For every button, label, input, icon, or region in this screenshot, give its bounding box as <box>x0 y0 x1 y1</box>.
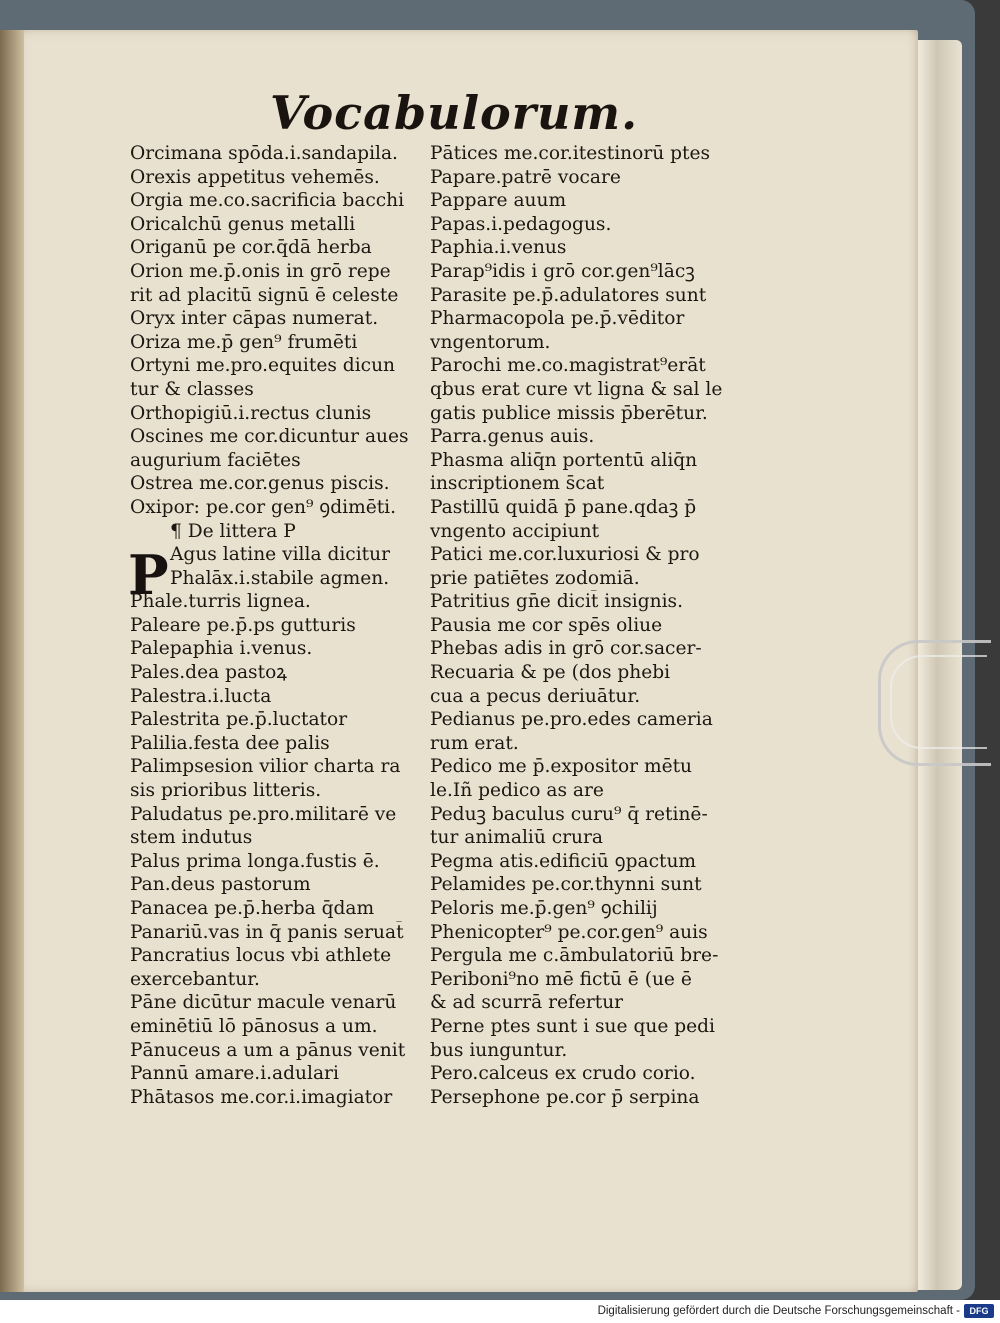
text-line: Parasite pe.p̄.adulatores sunt <box>430 284 707 306</box>
text-line: Oxipor: pe.cor gen⁹ ꝯdimēti. <box>130 496 397 518</box>
text-line: bus iunguntur. <box>430 1039 568 1061</box>
text-line: gatis publice missis p̄berētur. <box>430 402 708 424</box>
right-text-column <box>430 142 730 1109</box>
left-text-column <box>130 142 430 1109</box>
page-clip-highlight <box>890 655 987 749</box>
text-line: Pharmacopola pe.p̄.vēditor <box>430 308 685 330</box>
text-line: Phātasos me.cor.i.imagiator <box>130 1086 393 1108</box>
text-line: sis prioribus litteris. <box>130 780 322 802</box>
text-line: Oscines me cor.dicuntur aues <box>130 426 409 448</box>
text-line: Palestrita pe.p̄.luctator <box>130 709 348 731</box>
text-line: Palestra.i.lucta <box>130 685 272 707</box>
text-line: Panacea pe.p̄.herba q̄dam <box>130 898 375 919</box>
text-line: Ostrea me.cor.genus piscis. <box>130 473 390 495</box>
text-line: eminētiū lō pānosus a um. <box>130 1015 378 1037</box>
text-line: Persephone pe.cor p̄ serpina <box>430 1086 700 1108</box>
text-line: Phenicopter⁹ pe.cor.gen⁹ auis <box>430 921 708 943</box>
text-line: Pegma atis.edificiū ꝯpactum <box>430 850 697 872</box>
text-line: rum erat. <box>430 732 519 754</box>
text-line: Patici me.cor.luxuriosi & pro <box>430 544 700 566</box>
text-line: Agus latine villa dicitur <box>170 544 390 566</box>
text-line: Orexis appetitus vehemēs. <box>130 166 380 188</box>
text-line: Parra.genus auis. <box>430 426 595 448</box>
text-line: & ad scurrā refertur <box>430 992 624 1014</box>
text-line: Ortyni me.pro.equites dicun <box>130 355 396 377</box>
text-line: Orcimana spōda.i.sandapila. <box>130 143 398 164</box>
text-line: tur animaliū crura <box>430 827 603 849</box>
text-line: Paleare pe.p̄.ps gutturis <box>130 614 356 636</box>
text-line: Peloris me.p̄.gen⁹ ꝯchilij <box>430 898 658 919</box>
text-line: Orthopigiū.i.rectus clunis <box>130 402 372 424</box>
text-line: augurium faciētes <box>130 449 301 471</box>
dfg-logo: DFG <box>964 1304 994 1318</box>
text-line: Pedico me p̄.expositor mētu <box>430 756 693 778</box>
text-line: Pelamides pe.cor.thynni sunt <box>430 874 702 896</box>
text-line: Panariū.vas in q̄ panis seruat̄ <box>130 921 404 943</box>
text-line: Pausia me cor spēs oliue <box>430 614 663 636</box>
book-gutter <box>0 30 24 1292</box>
text-line: Pannū amare.i.adulari <box>130 1063 339 1085</box>
footer-bar <box>0 1300 1000 1323</box>
text-line: vngentorum. <box>430 331 551 353</box>
text-line: Phebas adis in grō cor.sacer- <box>430 638 702 660</box>
text-line: Oricalchū genus metalli <box>130 213 356 235</box>
text-line: qbus erat cure vt ligna & sal le <box>430 378 723 400</box>
text-line: Pānuceus a um a pānus venit <box>130 1039 406 1061</box>
text-line: Pastillū quidā p̄ pane.qdaꝫ p̄ <box>430 496 697 518</box>
text-line: le.Iñ pedico as are <box>430 780 604 802</box>
text-line: Papas.i.pedagogus. <box>430 213 612 235</box>
text-line: Palilia.festa dee palis <box>130 732 330 754</box>
text-line: Phalāx.i.stabile agmen. <box>170 567 390 589</box>
text-line: Pero.calceus ex crudo corio. <box>430 1063 696 1085</box>
text-line: Paphia.i.venus <box>430 237 567 259</box>
text-line: cua a pecus deriuātur. <box>430 685 641 707</box>
text-line: Pancratius locus vbi athlete <box>130 945 392 967</box>
text-line: prie patiētes zodomiā. <box>430 567 640 589</box>
text-line: inscriptionem s̄cat <box>430 473 605 495</box>
text-line: Periboni⁹no mē fictū ē (ue ē <box>430 968 692 990</box>
text-line: Orgia me.co.sacrificia bacchi <box>130 190 405 212</box>
text-line: Orion me.p̄.onis in grō repe <box>130 260 391 282</box>
text-line: Pan.deus pastorum <box>130 874 311 896</box>
text-line: Parap⁹idis i grō cor.gen⁹lācꝫ <box>430 260 695 282</box>
text-line: Recuaria & pe (dos phebi <box>430 662 671 684</box>
text-line: Pedianus pe.pro.edes cameria <box>430 709 713 731</box>
text-line: Paludatus pe.pro.militarē ve <box>130 803 397 825</box>
text-line: Pergula me c.āmbulatoriū bre- <box>430 945 719 967</box>
text-line: Patritius gn̄e dicit̄ insignis. <box>430 591 683 613</box>
text-line: Origanū pe cor.q̄dā herba <box>130 237 372 259</box>
text-line: Parochi me.co.magistrat⁹erāt <box>430 355 706 377</box>
text-line: Peduꝫ baculus curu⁹ q̄ retinē- <box>430 803 708 825</box>
text-line: Pales.dea pastoꝝ <box>130 662 288 684</box>
text-line: rit ad placitū signū ē celeste <box>130 284 399 306</box>
text-line: Oryx inter cāpas numerat. <box>130 308 379 330</box>
text-line: Papare.patrē vocare <box>430 166 621 188</box>
running-title: Vocabulorum. <box>270 86 639 140</box>
text-line: Palimpsesion vilior charta ra <box>130 756 401 778</box>
text-line: Palepaphia i.venus. <box>130 638 313 660</box>
text-line: Pāne dicūtur macule venarū <box>130 992 397 1014</box>
text-line: Phasma aliq̄n portentū aliq̄n <box>430 449 698 471</box>
text-line: ¶ De littera P <box>170 520 296 542</box>
funding-notice: Digitalisierung gefördert durch die Deutsche Forschungsgemeinschaft - <box>597 1305 960 1317</box>
text-line: Palus prima longa.fustis ē. <box>130 850 380 872</box>
text-line: Pappare auum <box>430 190 567 212</box>
drop-capital: P <box>128 543 169 607</box>
text-line: tur & classes <box>130 378 254 400</box>
text-line: vngento accipiunt <box>430 520 600 542</box>
text-line: Oriza me.p̄ gen⁹ frumēti <box>130 331 358 353</box>
text-line: Perne ptes sunt i sue que pedi <box>430 1015 715 1037</box>
text-line: exercebantur. <box>130 968 260 990</box>
text-line: Phale.turris lignea. <box>130 591 311 613</box>
text-line: Pātices me.cor.itestinorū ptes <box>430 143 711 164</box>
text-line: stem indutus <box>130 827 253 849</box>
